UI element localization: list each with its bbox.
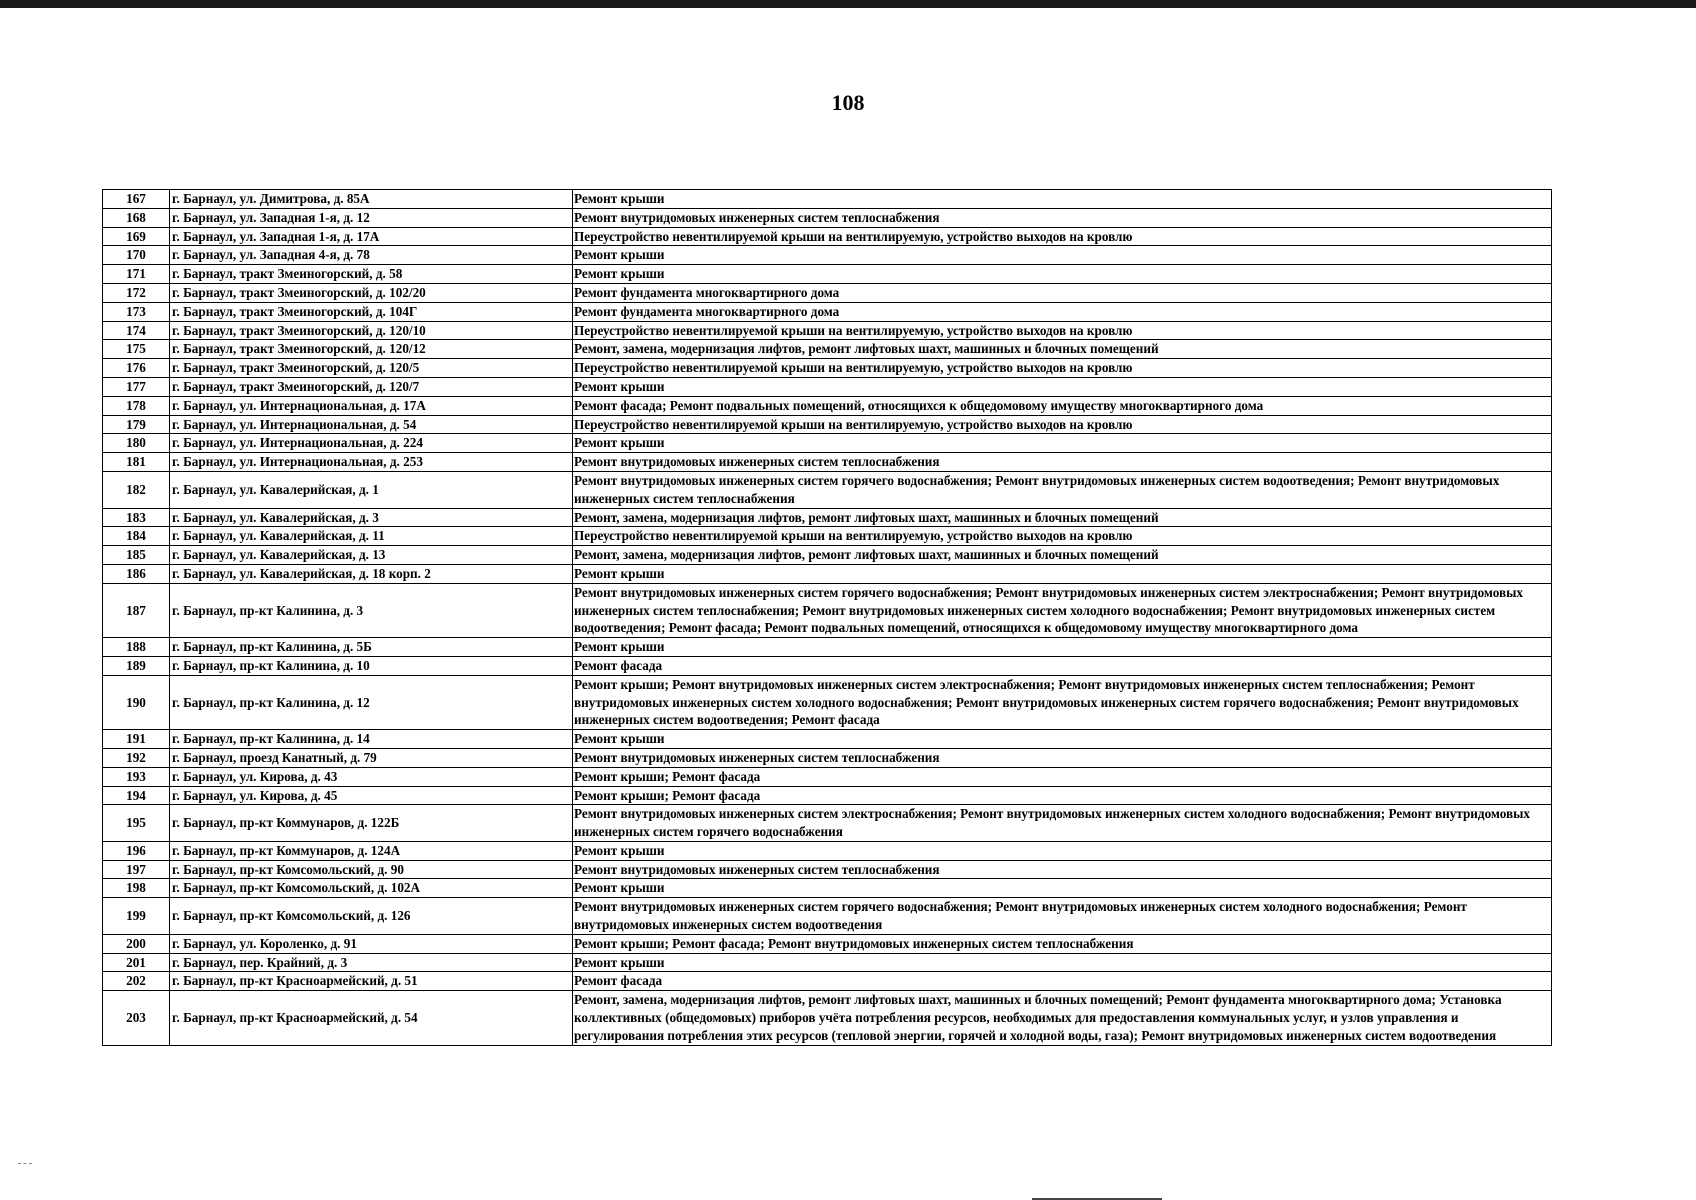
work-type-cell: Ремонт, замена, модернизация лифтов, ремонт лифтовых шахт, машинных и блочных помещений (573, 546, 1552, 565)
table-row (103, 471, 1552, 508)
address-cell: г. Барнаул, пр-кт Калинина, д. 10 (170, 656, 573, 675)
address-cell: г. Барнаул, пр-кт Калинина, д. 3 (170, 583, 573, 637)
work-type-cell: Переустройство невентилируемой крыши на вентилируемую, устройство выходов на кровлю (573, 227, 1552, 246)
table-row (103, 246, 1552, 265)
work-type-cell: Переустройство невентилируемой крыши на вентилируемую, устройство выходов на кровлю (573, 359, 1552, 378)
row-number-cell: 191 (103, 730, 170, 749)
table-row (103, 805, 1552, 842)
work-type-cell: Ремонт крыши; Ремонт фасада (573, 767, 1552, 786)
address-cell: г. Барнаул, ул. Интернациональная, д. 224 (170, 434, 573, 453)
work-type-cell: Переустройство невентилируемой крыши на вентилируемую, устройство выходов на кровлю (573, 527, 1552, 546)
work-type-cell: Ремонт крыши; Ремонт фасада (573, 786, 1552, 805)
address-cell: г. Барнаул, пер. Крайний, д. 3 (170, 953, 573, 972)
address-cell: г. Барнаул, пр-кт Калинина, д. 14 (170, 730, 573, 749)
work-type-cell: Ремонт фундамента многоквартирного дома (573, 302, 1552, 321)
address-cell: г. Барнаул, тракт Змеиногорский, д. 120/5 (170, 359, 573, 378)
address-cell: г. Барнаул, тракт Змеиногорский, д. 120/12 (170, 340, 573, 359)
work-type-cell: Ремонт внутридомовых инженерных систем горячего водоснабжения; Ремонт внутридомовых инженерных систем холодного водоснабжения; Ремонт внутридомовых инженерных систем водоотведения (573, 898, 1552, 935)
row-number-cell: 196 (103, 841, 170, 860)
address-cell: г. Барнаул, ул. Кирова, д. 45 (170, 786, 573, 805)
row-number-cell: 172 (103, 283, 170, 302)
row-number-cell: 180 (103, 434, 170, 453)
table-row (103, 415, 1552, 434)
work-type-cell: Ремонт крыши (573, 638, 1552, 657)
work-type-cell: Ремонт крыши (573, 377, 1552, 396)
address-cell: г. Барнаул, ул. Кирова, д. 43 (170, 767, 573, 786)
table-row (103, 340, 1552, 359)
work-type-cell: Ремонт фундамента многоквартирного дома (573, 283, 1552, 302)
work-type-cell: Ремонт крыши (573, 246, 1552, 265)
row-number-cell: 175 (103, 340, 170, 359)
table-row (103, 730, 1552, 749)
address-cell: г. Барнаул, тракт Змеиногорский, д. 58 (170, 265, 573, 284)
table-row (103, 453, 1552, 472)
row-number-cell: 189 (103, 656, 170, 675)
work-type-cell: Ремонт крыши (573, 434, 1552, 453)
row-number-cell: 170 (103, 246, 170, 265)
address-cell: г. Барнаул, пр-кт Калинина, д. 5Б (170, 638, 573, 657)
address-cell: г. Барнаул, тракт Змеиногорский, д. 120/7 (170, 377, 573, 396)
work-type-cell: Ремонт внутридомовых инженерных систем электроснабжения; Ремонт внутридомовых инженерных систем холодного водоснабжения; Ремонт внутридомовых инженерных систем горячего водоснабжения (573, 805, 1552, 842)
address-cell: г. Барнаул, ул. Кавалерийская, д. 1 (170, 471, 573, 508)
table-row (103, 190, 1552, 209)
address-cell: г. Барнаул, тракт Змеиногорский, д. 104Г (170, 302, 573, 321)
table-row (103, 527, 1552, 546)
table-row (103, 638, 1552, 657)
table-row (103, 359, 1552, 378)
row-number-cell: 178 (103, 396, 170, 415)
table-row (103, 227, 1552, 246)
address-cell: г. Барнаул, ул. Кавалерийская, д. 3 (170, 508, 573, 527)
work-type-cell: Ремонт крыши (573, 564, 1552, 583)
row-number-cell: 171 (103, 265, 170, 284)
work-type-cell: Ремонт крыши (573, 265, 1552, 284)
row-number-cell: 183 (103, 508, 170, 527)
table-row (103, 860, 1552, 879)
table-row (103, 972, 1552, 991)
table-row (103, 564, 1552, 583)
table-row (103, 748, 1552, 767)
work-type-cell: Ремонт внутридомовых инженерных систем горячего водоснабжения; Ремонт внутридомовых инженерных систем электроснабжения; Ремонт внутридомовых инженерных систем теплоснабжения; Ремонт внутридомовых инженерных систем холодного водоснабжения; Ремонт внутридомовых инженерных систем водоотведения; Ремонт фасада; Ремонт подвальных помещений, относящихся к общедомовому имуществу многоквартирного дома (573, 583, 1552, 637)
row-number-cell: 200 (103, 934, 170, 953)
work-type-cell: Переустройство невентилируемой крыши на вентилируемую, устройство выходов на кровлю (573, 321, 1552, 340)
scan-top-border (0, 0, 1696, 8)
work-type-cell: Ремонт крыши; Ремонт фасада; Ремонт внутридомовых инженерных систем теплоснабжения (573, 934, 1552, 953)
table-row (103, 546, 1552, 565)
work-type-cell: Ремонт внутридомовых инженерных систем горячего водоснабжения; Ремонт внутридомовых инженерных систем водоотведения; Ремонт внутридомовых инженерных систем теплоснабжения (573, 471, 1552, 508)
address-cell: г. Барнаул, ул. Интернациональная, д. 253 (170, 453, 573, 472)
row-number-cell: 188 (103, 638, 170, 657)
work-type-cell: Ремонт, замена, модернизация лифтов, ремонт лифтовых шахт, машинных и блочных помещений (573, 508, 1552, 527)
work-type-cell: Ремонт фасада (573, 656, 1552, 675)
row-number-cell: 195 (103, 805, 170, 842)
row-number-cell: 167 (103, 190, 170, 209)
work-type-cell: Ремонт фасада; Ремонт подвальных помещений, относящихся к общедомовому имуществу многоквартирного дома (573, 396, 1552, 415)
address-cell: г. Барнаул, ул. Кавалерийская, д. 13 (170, 546, 573, 565)
work-type-cell: Ремонт, замена, модернизация лифтов, ремонт лифтовых шахт, машинных и блочных помещений (573, 340, 1552, 359)
work-type-cell: Ремонт внутридомовых инженерных систем теплоснабжения (573, 748, 1552, 767)
work-type-cell: Ремонт крыши (573, 730, 1552, 749)
address-cell: г. Барнаул, ул. Западная 1-я, д. 12 (170, 208, 573, 227)
table-row (103, 841, 1552, 860)
table-row (103, 675, 1552, 729)
row-number-cell: 181 (103, 453, 170, 472)
row-number-cell: 169 (103, 227, 170, 246)
row-number-cell: 182 (103, 471, 170, 508)
address-cell: г. Барнаул, проезд Канатный, д. 79 (170, 748, 573, 767)
row-number-cell: 186 (103, 564, 170, 583)
address-cell: г. Барнаул, ул. Западная 4-я, д. 78 (170, 246, 573, 265)
table-row (103, 302, 1552, 321)
table-row (103, 656, 1552, 675)
address-cell: г. Барнаул, пр-кт Красноармейский, д. 51 (170, 972, 573, 991)
row-number-cell: 179 (103, 415, 170, 434)
address-cell: г. Барнаул, ул. Интернациональная, д. 54 (170, 415, 573, 434)
scan-artifact (18, 1163, 32, 1170)
table-row (103, 508, 1552, 527)
table-row (103, 786, 1552, 805)
work-type-cell: Ремонт фасада (573, 972, 1552, 991)
address-cell: г. Барнаул, пр-кт Калинина, д. 12 (170, 675, 573, 729)
row-number-cell: 197 (103, 860, 170, 879)
row-number-cell: 174 (103, 321, 170, 340)
address-cell: г. Барнаул, пр-кт Коммунаров, д. 122Б (170, 805, 573, 842)
address-cell: г. Барнаул, ул. Западная 1-я, д. 17А (170, 227, 573, 246)
work-type-cell: Ремонт крыши (573, 190, 1552, 209)
row-number-cell: 190 (103, 675, 170, 729)
address-cell: г. Барнаул, пр-кт Комсомольский, д. 102А (170, 879, 573, 898)
table-row (103, 767, 1552, 786)
table-row (103, 208, 1552, 227)
row-number-cell: 193 (103, 767, 170, 786)
table-row (103, 879, 1552, 898)
row-number-cell: 173 (103, 302, 170, 321)
table-row (103, 934, 1552, 953)
table-row (103, 583, 1552, 637)
work-type-cell: Ремонт крыши (573, 841, 1552, 860)
row-number-cell: 177 (103, 377, 170, 396)
table-row (103, 898, 1552, 935)
work-type-cell: Ремонт внутридомовых инженерных систем теплоснабжения (573, 453, 1552, 472)
address-cell: г. Барнаул, тракт Змеиногорский, д. 120/10 (170, 321, 573, 340)
row-number-cell: 192 (103, 748, 170, 767)
address-cell: г. Барнаул, ул. Интернациональная, д. 17А (170, 396, 573, 415)
work-type-cell: Переустройство невентилируемой крыши на вентилируемую, устройство выходов на кровлю (573, 415, 1552, 434)
repair-program-table (102, 189, 1552, 1046)
address-cell: г. Барнаул, ул. Кавалерийская, д. 11 (170, 527, 573, 546)
work-type-cell: Ремонт крыши (573, 953, 1552, 972)
address-cell: г. Барнаул, ул. Короленко, д. 91 (170, 934, 573, 953)
table-row (103, 321, 1552, 340)
address-cell: г. Барнаул, пр-кт Комсомольский, д. 90 (170, 860, 573, 879)
row-number-cell: 168 (103, 208, 170, 227)
address-cell: г. Барнаул, ул. Димитрова, д. 85А (170, 190, 573, 209)
row-number-cell: 199 (103, 898, 170, 935)
row-number-cell: 202 (103, 972, 170, 991)
row-number-cell: 184 (103, 527, 170, 546)
work-type-cell: Ремонт крыши; Ремонт внутридомовых инженерных систем электроснабжения; Ремонт внутридомовых инженерных систем теплоснабжения; Ремонт внутридомовых инженерных систем холодного водоснабжения; Ремонт внутридомовых инженерных систем горячего водоснабжения; Ремонт внутридомовых инженерных систем водоотведения; Ремонт фасада (573, 675, 1552, 729)
row-number-cell: 203 (103, 991, 170, 1045)
work-type-cell: Ремонт внутридомовых инженерных систем теплоснабжения (573, 860, 1552, 879)
table-row (103, 377, 1552, 396)
work-type-cell: Ремонт крыши (573, 879, 1552, 898)
table-row (103, 265, 1552, 284)
page-number: 108 (831, 90, 865, 115)
table-body (103, 190, 1552, 1046)
row-number-cell: 176 (103, 359, 170, 378)
address-cell: г. Барнаул, пр-кт Коммунаров, д. 124А (170, 841, 573, 860)
table-row (103, 283, 1552, 302)
table-row (103, 991, 1552, 1045)
work-type-cell: Ремонт внутридомовых инженерных систем теплоснабжения (573, 208, 1552, 227)
address-cell: г. Барнаул, пр-кт Красноармейский, д. 54 (170, 991, 573, 1045)
row-number-cell: 194 (103, 786, 170, 805)
address-cell: г. Барнаул, тракт Змеиногорский, д. 102/20 (170, 283, 573, 302)
table-row (103, 396, 1552, 415)
row-number-cell: 201 (103, 953, 170, 972)
work-type-cell: Ремонт, замена, модернизация лифтов, ремонт лифтовых шахт, машинных и блочных помещений; Ремонт фундамента многоквартирного дома; Установка коллективных (общедомовых) приборов учёта потребления ресурсов, необходимых для предоставления коммунальных услуг, и узлов управления и регулирования потребления этих ресурсов (тепловой энергии, горячей и холодной воды, газа); Ремонт внутридомовых инженерных систем водоотведения (573, 991, 1552, 1045)
table-row (103, 434, 1552, 453)
row-number-cell: 185 (103, 546, 170, 565)
table-row (103, 953, 1552, 972)
address-cell: г. Барнаул, пр-кт Комсомольский, д. 126 (170, 898, 573, 935)
row-number-cell: 187 (103, 583, 170, 637)
row-number-cell: 198 (103, 879, 170, 898)
address-cell: г. Барнаул, ул. Кавалерийская, д. 18 корп. 2 (170, 564, 573, 583)
